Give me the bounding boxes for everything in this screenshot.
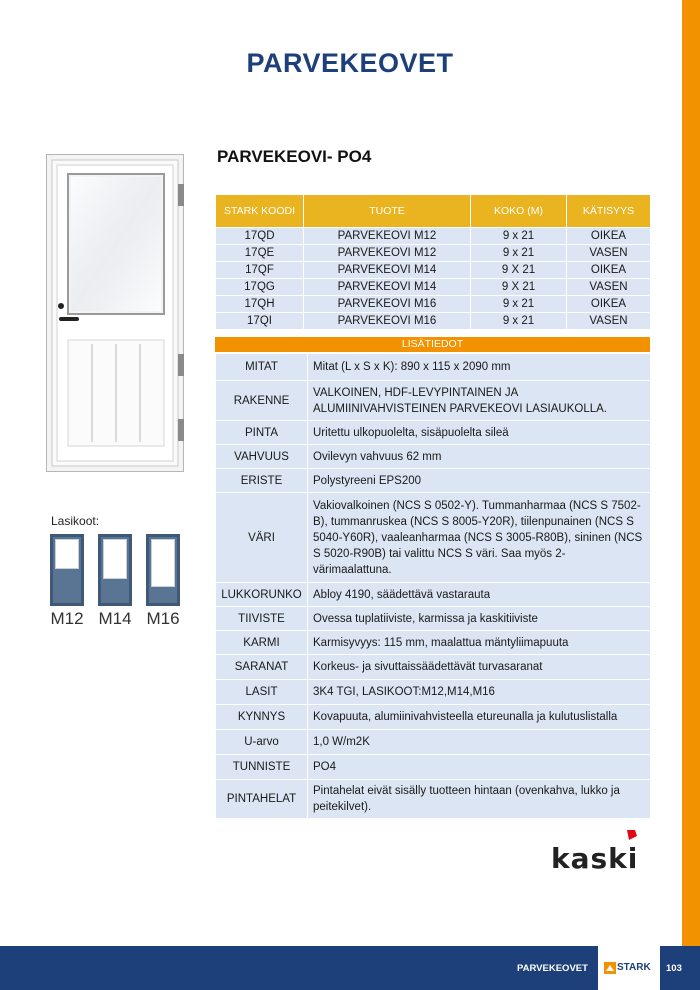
header-katisyys: KÄTISYYS	[567, 195, 651, 228]
glass-size-thumbnails	[50, 534, 180, 629]
detail-row	[216, 469, 651, 493]
header-tuote: TUOTE	[304, 195, 471, 228]
cell-code: 17QI	[216, 313, 304, 330]
detail-row	[216, 583, 651, 607]
cell-code: 17QE	[216, 245, 304, 262]
cell-product: PARVEKEOVI M12	[304, 228, 471, 245]
detail-value: Karmisyvyys: 115 mm, maalattua mäntyliimapuuta	[308, 631, 651, 655]
detail-label: PINTA	[216, 421, 308, 445]
detail-row	[216, 655, 651, 680]
cell-code: 17QF	[216, 262, 304, 279]
detail-label: MITAT	[216, 354, 308, 381]
detail-label: VÄRI	[216, 493, 308, 583]
svg-text:kaski: kaski	[551, 842, 639, 872]
detail-label: VAHVUUS	[216, 445, 308, 469]
table-header-row	[216, 195, 651, 228]
cell-product: PARVEKEOVI M16	[304, 313, 471, 330]
table-row	[216, 262, 651, 279]
glass-area	[55, 539, 79, 569]
cell-size: 9 x 21	[471, 296, 567, 313]
detail-row	[216, 445, 651, 469]
cell-size: 9 X 21	[471, 279, 567, 296]
detail-label: RAKENNE	[216, 381, 308, 421]
detail-row	[216, 780, 651, 819]
detail-label: LUKKORUNKO	[216, 583, 308, 607]
detail-value: PO4	[308, 755, 651, 780]
cell-code: 17QG	[216, 279, 304, 296]
detail-label: KYNNYS	[216, 705, 308, 730]
detail-label: SARANAT	[216, 655, 308, 680]
lisatiedot-header: LISÄTIEDOT	[215, 337, 650, 352]
detail-row	[216, 680, 651, 705]
footer-brand: STARK	[617, 962, 651, 973]
cell-product: PARVEKEOVI M14	[304, 279, 471, 296]
table-row	[216, 279, 651, 296]
detail-value: Ovilevyn vahvuus 62 mm	[308, 445, 651, 469]
detail-row	[216, 493, 651, 583]
detail-row	[216, 354, 651, 381]
page-title: PARVEKEOVET	[246, 48, 454, 78]
product-table	[215, 194, 651, 330]
table-row	[216, 313, 651, 330]
detail-value: 3K4 TGI, LASIKOOT:M12,M14,M16	[308, 680, 651, 705]
detail-value: Abloy 4190, säädettävä vastarauta	[308, 583, 651, 607]
header-stark-koodi: STARK KOODI	[216, 195, 304, 228]
detail-value: Vakiovalkoinen (NCS S 0502-Y). Tummanharmaa (NCS S 7502-B), tummanruskea (NCS S 8005-Y20R), tiilenpunainen (NCS S 5040-Y60R), vaaleanharmaa (NCS S 3005-R80B), sininen (NCS S 5020-R90B) tai valittu NCS S väri. Saa myös 2-värimaalattuna.	[308, 493, 651, 583]
detail-value: Kovapuuta, alumiinivahvisteella etureunalla ja kulutuslistalla	[308, 705, 651, 730]
detail-value: Pintahelat eivät sisälly tuotteen hintaan (ovenkahva, lukko ja peitekilvet).	[308, 780, 651, 819]
detail-row	[216, 730, 651, 755]
detail-value: Korkeus- ja sivuttaissäädettävät turvasaranat	[308, 655, 651, 680]
footer-section-title: PARVEKEOVET	[517, 963, 588, 974]
cell-size: 9 X 21	[471, 262, 567, 279]
detail-row	[216, 631, 651, 655]
detail-value: Mitat (L x S x K): 890 x 115 x 2090 mm	[308, 354, 651, 381]
detail-label: TIIVISTE	[216, 607, 308, 631]
cell-handedness: VASEN	[567, 313, 651, 330]
detail-label: LASIT	[216, 680, 308, 705]
detail-row	[216, 755, 651, 780]
detail-row	[216, 607, 651, 631]
detail-label: PINTAHELAT	[216, 780, 308, 819]
glass-thumb-m12	[50, 534, 84, 629]
glass-thumb-m14	[98, 534, 132, 629]
detail-label: U-arvo	[216, 730, 308, 755]
orange-side-bar	[682, 0, 700, 990]
cell-product: PARVEKEOVI M14	[304, 262, 471, 279]
table-row	[216, 296, 651, 313]
glass-size-label: M12	[50, 609, 84, 628]
detail-value: VALKOINEN, HDF-LEVYPINTAINEN JA ALUMIINIVAHVISTEINEN PARVEKEOVI LASIAUKOLLA.	[308, 381, 651, 421]
detail-label: TUNNISTE	[216, 755, 308, 780]
header-koko: KOKO (M)	[471, 195, 567, 228]
stark-logo-icon	[604, 962, 616, 974]
kaski-logo	[551, 828, 643, 872]
detail-value: Polystyreeni EPS200	[308, 469, 651, 493]
detail-label: KARMI	[216, 631, 308, 655]
cell-handedness: VASEN	[567, 245, 651, 262]
glass-thumb-m16	[146, 534, 180, 629]
door-image	[46, 154, 188, 472]
cell-size: 9 x 21	[471, 245, 567, 262]
cell-handedness: OIKEA	[567, 296, 651, 313]
cell-handedness: OIKEA	[567, 228, 651, 245]
detail-row	[216, 381, 651, 421]
lasikoot-label: Lasikoot:	[51, 514, 100, 528]
cell-product: PARVEKEOVI M12	[304, 245, 471, 262]
glass-area	[151, 539, 175, 587]
cell-handedness: VASEN	[567, 279, 651, 296]
cell-code: 17QH	[216, 296, 304, 313]
detail-row	[216, 705, 651, 730]
product-title: PARVEKEOVI- PO4	[217, 147, 372, 166]
detail-label: ERISTE	[216, 469, 308, 493]
glass-area	[103, 539, 127, 579]
details-table	[215, 353, 651, 819]
cell-product: PARVEKEOVI M16	[304, 296, 471, 313]
detail-value: Uritettu ulkopuolelta, sisäpuolelta sileä	[308, 421, 651, 445]
cell-handedness: OIKEA	[567, 262, 651, 279]
cell-size: 9 x 21	[471, 313, 567, 330]
table-row	[216, 228, 651, 245]
glass-size-label: M16	[146, 609, 180, 628]
page-number: 103	[666, 963, 682, 974]
cell-code: 17QD	[216, 228, 304, 245]
detail-value: 1,0 W/m2K	[308, 730, 651, 755]
glass-size-label: M14	[98, 609, 132, 628]
cell-size: 9 x 21	[471, 228, 567, 245]
detail-row	[216, 421, 651, 445]
table-row	[216, 245, 651, 262]
detail-value: Ovessa tuplatiiviste, karmissa ja kaskitiiviste	[308, 607, 651, 631]
footer-bar	[0, 946, 700, 990]
